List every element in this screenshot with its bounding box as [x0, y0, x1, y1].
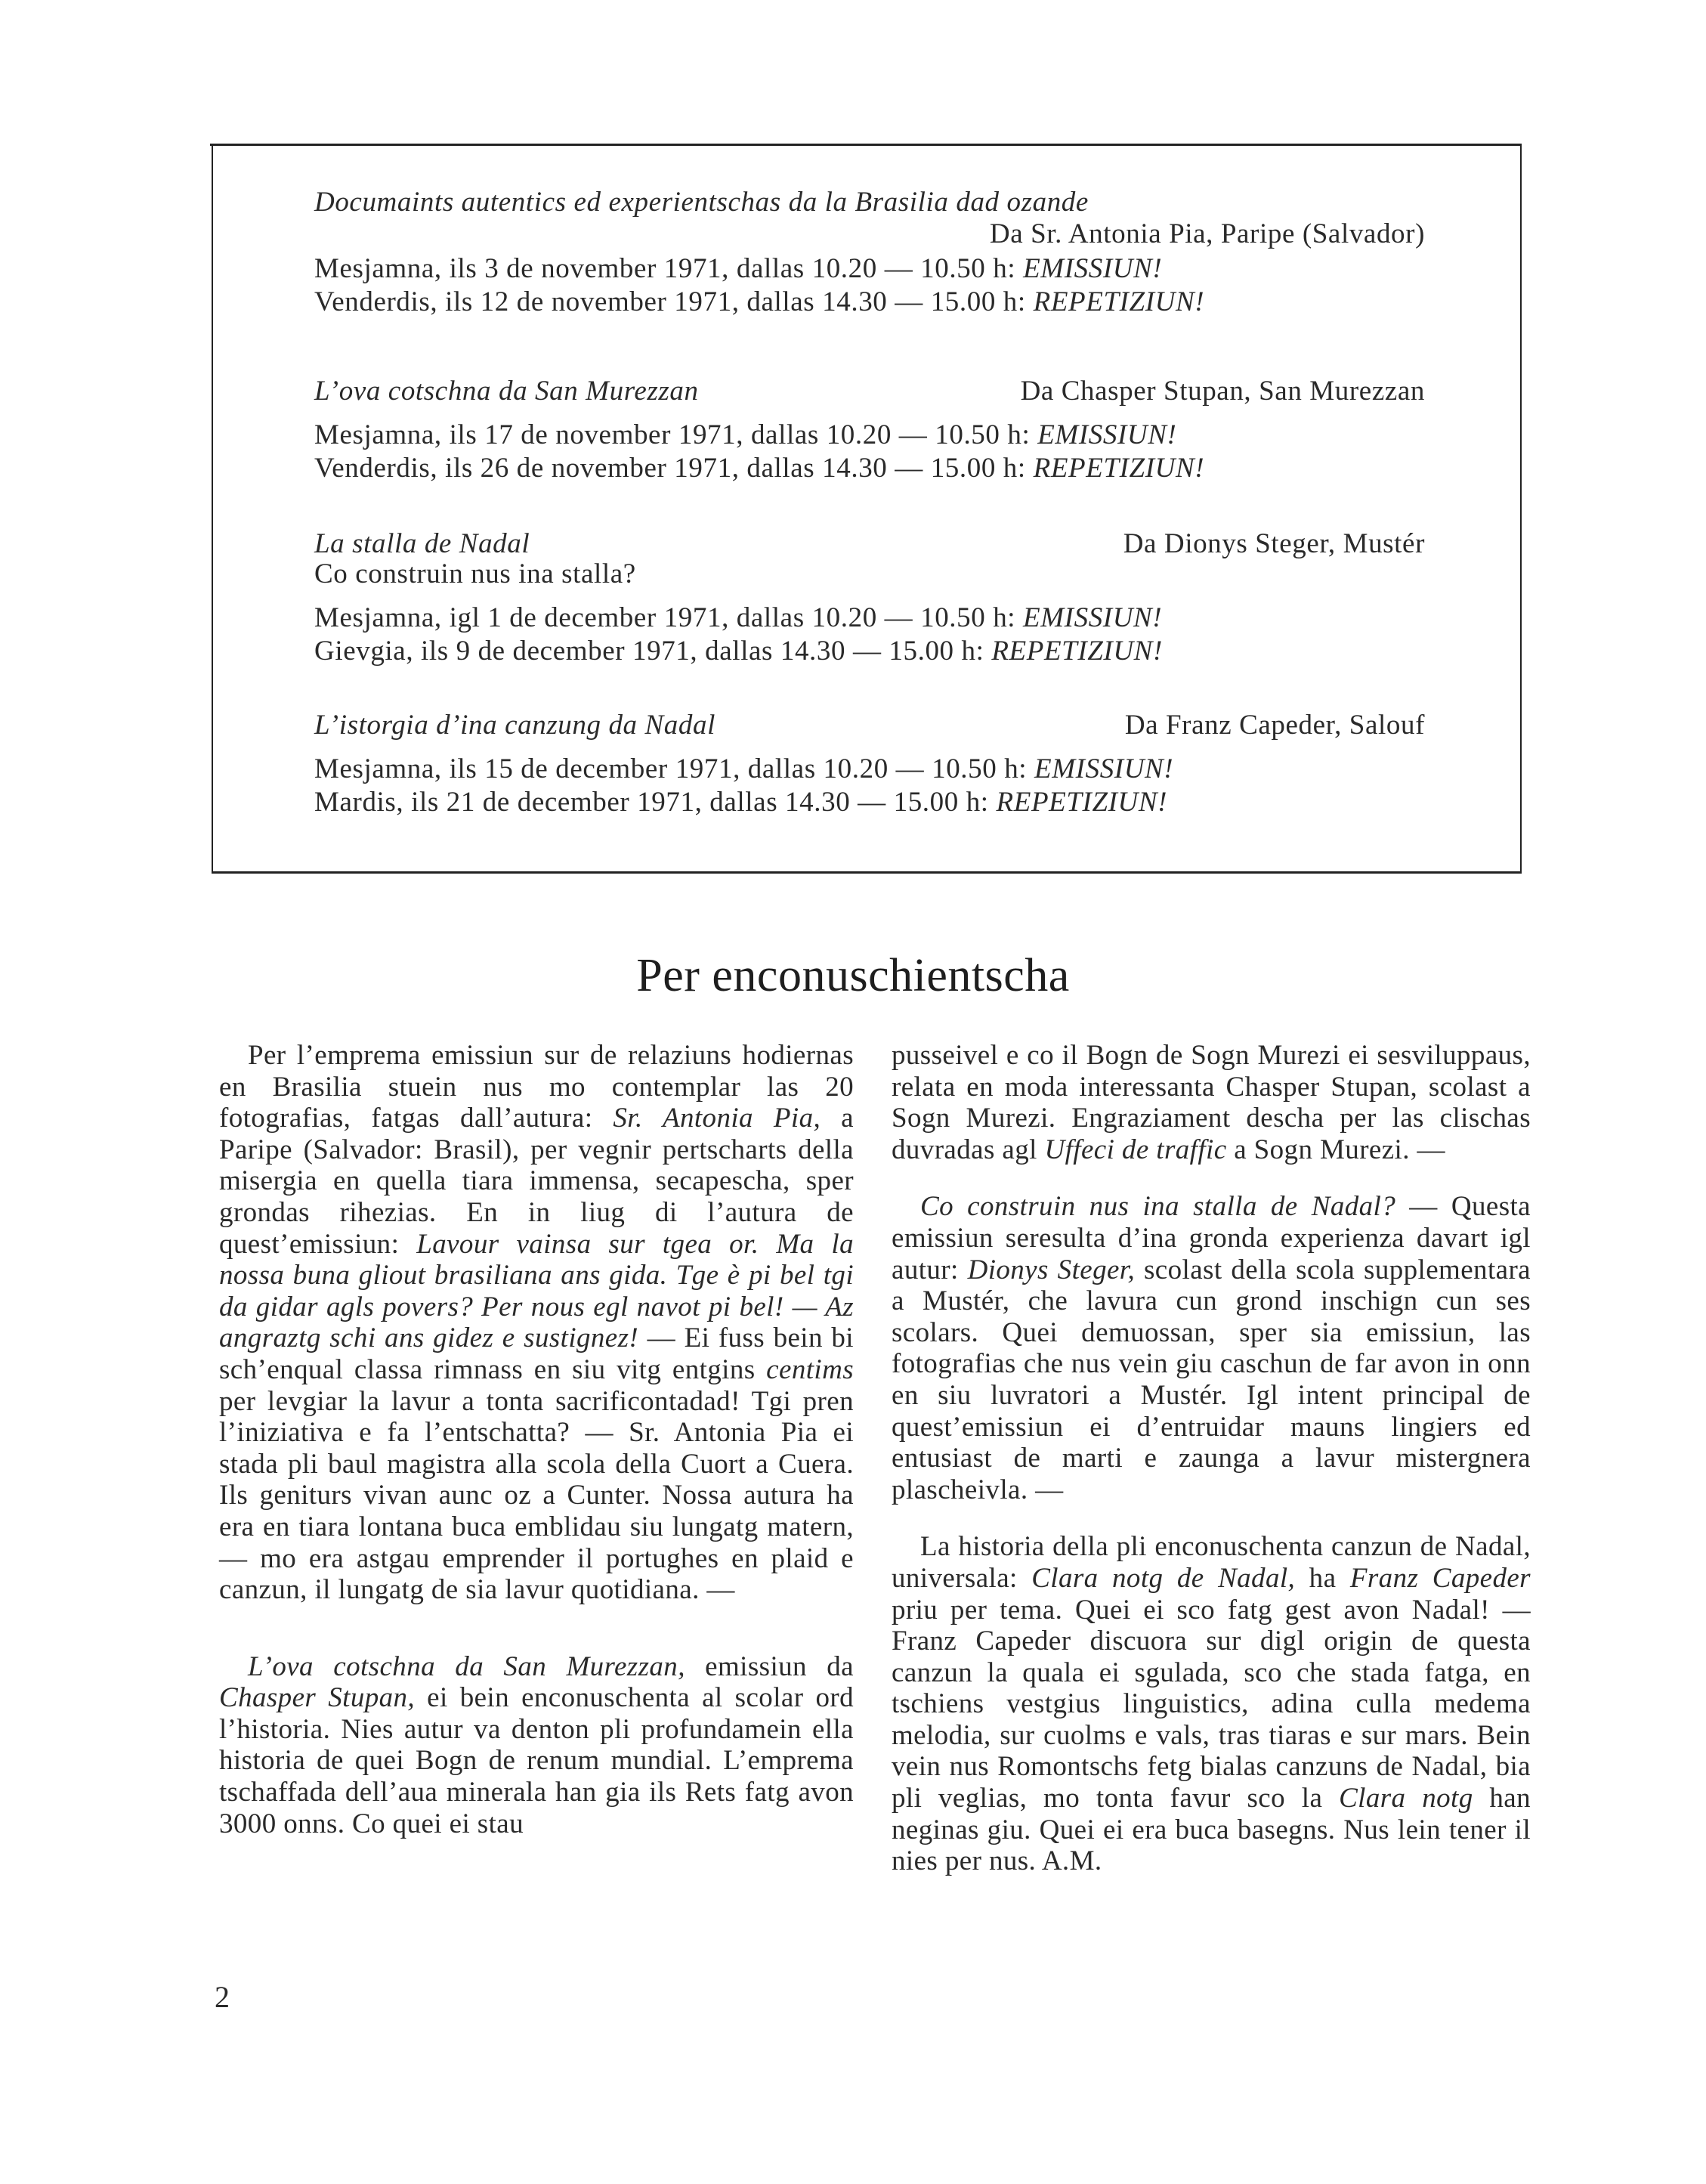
- box-right-rule: [1520, 144, 1522, 874]
- box-top-rule: [210, 144, 1522, 146]
- italic-run: Dionys Steger,: [967, 1254, 1136, 1285]
- program-author: Da Franz Capeder, Salouf: [1124, 710, 1425, 741]
- text-run: pusseivel e co il Bogn de Sogn Murezi ei sesviluppaus, relata en moda interessanta Chasper Stupan, scolast a Sogn Murezi. Engraziament descha per las clischas duvradas agl: [892, 1040, 1531, 1165]
- repeat-date: Gievgia, ils 9 de december 1971, dallas 14.30 — 15.00 h:: [314, 636, 984, 667]
- text-run: A.M.: [1041, 1845, 1102, 1877]
- repeat-line: [314, 786, 1167, 819]
- program-title: Documaints autentics ed experientschas da la Brasilia dad ozande: [314, 187, 1089, 218]
- repeat-label: REPETIZIUN!: [991, 636, 1163, 667]
- italic-run: Franz Capeder: [1349, 1562, 1531, 1594]
- box-bottom-rule: [212, 871, 1522, 874]
- page-number: 2: [215, 1980, 230, 2014]
- italic-run: Chasper Stupan,: [219, 1682, 416, 1714]
- paragraph-stalla: [892, 1191, 1531, 1505]
- text-run: ei bein enconuschenta al scolar ord l’historia. Nies autur va denton pli profundamein ella historia de quei Bogn de renum mundial. L’emprema tschaffada dell’aua minerala han gia ils Rets fatg avon 3000 onns. Co quei ei stau: [219, 1682, 854, 1839]
- program-author: Da Dionys Steger, Mustér: [1123, 528, 1425, 559]
- italic-run: Uffeci de traffic: [1044, 1134, 1227, 1165]
- repeat-line: [314, 635, 1163, 668]
- text-run: scolast della scola supplementara a Mustér, che lavura cun grond inschign cun ses scolars. Quei demuossan, sper sia emissiun, las fotografias che nus vein giu caschun de far avon in onn en siu luvratori a Mustér. Igl intent principal de quest’emissiun ei d’entruidar mauns lingiers ed entusiast de marti e zaunga a lavur mistergnera plascheivla. —: [892, 1254, 1531, 1505]
- program-author: Da Sr. Antonia Pia, Paripe (Salvador): [989, 218, 1425, 249]
- emission-date: Mesjamna, ils 15 de december 1971, dallas 10.20 — 10.50 h:: [314, 753, 1028, 784]
- emission-date: Mesjamna, ils 3 de november 1971, dallas 10.20 — 10.50 h:: [314, 253, 1016, 284]
- text-run: a Paripe (Salvador: Brasil), per vegnir pertscharts della misergia en quella tiara immensa, secapescha, sper grondas rihezias. En in liug di l’autura de quest’emissiun:: [219, 1103, 854, 1260]
- repeat-label: REPETIZIUN!: [996, 787, 1168, 818]
- repeat-label: REPETIZIUN!: [1033, 286, 1205, 317]
- emission-line: [314, 252, 1162, 286]
- emission-label: EMISSIUN!: [1037, 419, 1177, 450]
- italic-run: Lavour vainsa sur tgea or. Ma la nossa buna gliout brasiliana ans gida. Tge è pi bel tgi da gidar agls povers? Per nous egl navot pi bel! — Az angraztg schi ans gidez e sustignez!: [219, 1228, 854, 1354]
- text-run: Per l’emprema emissiun sur de relaziuns hodiernas en Brasilia stuein nus mo contemplar las 20 fotografias, fatgas dall’autura:: [219, 1040, 854, 1134]
- text-run: ha: [1295, 1562, 1350, 1594]
- paragraph-murezi: [892, 1040, 1531, 1165]
- emission-label: EMISSIUN!: [1023, 253, 1163, 284]
- repeat-line: [314, 286, 1204, 319]
- emission-label: EMISSIUN!: [1034, 753, 1174, 784]
- repeat-date: Mardis, ils 21 de december 1971, dallas 14.30 — 15.00 h:: [314, 787, 989, 818]
- italic-run: Clara notg de Nadal,: [1031, 1562, 1296, 1594]
- text-run: a Sogn Murezi. —: [1226, 1134, 1445, 1165]
- left-column: [219, 1040, 854, 1839]
- repeat-date: Venderdis, ils 26 de november 1971, dallas 14.30 — 15.00 h:: [314, 453, 1026, 484]
- emission-line: [314, 753, 1173, 786]
- text-run: — Questa emissiun seresulta d’ina gronda experienza davart igl autur:: [892, 1191, 1531, 1285]
- program-title: L’ova cotschna da San Murezzan: [314, 376, 699, 407]
- text-run: han neginas giu. Quei ei era buca basegns. Nus lein tener il nies per nus.: [892, 1783, 1531, 1877]
- italic-run: Clara notg: [1339, 1783, 1473, 1814]
- emission-date: Mesjamna, igl 1 de december 1971, dallas 10.20 — 10.50 h:: [314, 602, 1016, 633]
- emission-line: [314, 602, 1162, 635]
- text-run: priu per tema. Quei ei sco fatg gest avon Nadal! — Franz Capeder discuora sur digl origin de questa canzun la quala ei sgulada, sco che stada fatga, en tschiens vestgius linguistics, adina culla medema melodia, sur cuolms e vals, tras tiaras e sur mars. Bein vein nus Romontschs fetg bialas canzuns de Nadal, bia pli veglias, mo tonta favur sco la: [892, 1594, 1531, 1814]
- emission-label: EMISSIUN!: [1023, 602, 1163, 633]
- repeat-label: REPETIZIUN!: [1033, 453, 1205, 484]
- program-author: Da Chasper Stupan, San Murezzan: [1020, 376, 1425, 407]
- italic-run: Co construin nus ina stalla de Nadal?: [920, 1191, 1396, 1223]
- emission-line: [314, 419, 1176, 452]
- box-left-rule: [212, 144, 213, 874]
- right-column: [892, 1040, 1531, 1877]
- text-run: — Ei fuss bein bi sch’enqual classa rimnass en siu vitg entgins: [219, 1322, 854, 1385]
- emission-date: Mesjamna, ils 17 de november 1971, dallas 10.20 — 10.50 h:: [314, 419, 1031, 450]
- program-title: La stalla de Nadal: [314, 528, 530, 559]
- italic-run: L’ova cotschna da San Murezzan,: [248, 1650, 685, 1682]
- repeat-line: [314, 452, 1204, 485]
- program-title: L’istorgia d’ina canzung da Nadal: [314, 710, 715, 741]
- article-heading: Per enconuschientscha: [636, 950, 1070, 1001]
- text-run: per levgiar la lavur a tonta sacrificontadad! Tgi pren l’iniziativa e fa l’entschatta? — Sr. Antonia Pia ei stada pli baul magistra alla scola della Cuort a Cuera. Ils geniturs vivan aunc oz a Cunter. Nossa autura ha era en tiara lontana buca emblidau siu lungatg matern, — mo era astgau emprender il portughes en plaid e canzun, il lungatg de sia lavur quotidiana. —: [219, 1385, 854, 1606]
- paragraph-canzun: [892, 1531, 1531, 1877]
- italic-run: centims: [766, 1353, 854, 1385]
- paragraph-ova-cotschna: [219, 1651, 854, 1840]
- text-run: La historia della pli enconuschenta canzun de Nadal, universala:: [892, 1531, 1531, 1594]
- text-run: emissiun da: [685, 1650, 854, 1682]
- paragraph-brasilia: [219, 1040, 854, 1606]
- repeat-date: Venderdis, ils 12 de november 1971, dallas 14.30 — 15.00 h:: [314, 286, 1026, 317]
- program-subtitle: Co construin nus ina stalla?: [314, 558, 636, 589]
- italic-run: Sr. Antonia Pia,: [613, 1103, 821, 1134]
